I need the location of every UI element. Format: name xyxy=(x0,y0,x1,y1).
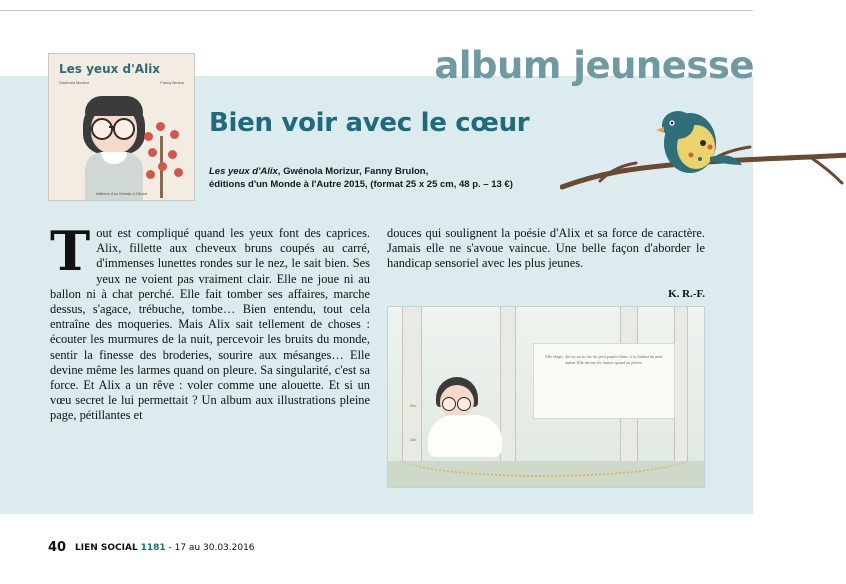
illustration-girl-glasses-left-icon xyxy=(442,397,456,411)
magazine-name: LIEN SOCIAL xyxy=(75,543,138,553)
bird-branch-illustration xyxy=(560,95,846,220)
article-left-text: out est compliqué quand les yeux font des caprices. Alix, fillette aux cheveux bruns coupés au carré, d'immenses lunettes rondes sur le nez, le sait bien. Ses yeux ne voient pas vraiment clair. Elle ne joue ni au ballon ni à chat perché. Elle fait tomber ses affaires, marche dessus, s'agace, trébuche, tombe… Bien entendu, tout cela entraîne des moqueries. Mais Alix sait tellement de choses : écouter les murmures de la nuit, percevoir les bruits du monde, sentir la finesse des broderies, sourire aux mésanges… Elle devine même les larmes quand on pleure. Sa singularité, c'est sa force. Et Alix a un rêve : voler comme une alouette. Et si un vœu secret le lui permettait ? Un album aux illustrations pleine page, pétillantes et xyxy=(50,226,370,423)
credits-authors: , Gwénola Morizur, Fanny Brulon, xyxy=(277,166,429,177)
cover-title: Les yeux d'Alix xyxy=(59,62,161,76)
cover-author-right: Fanny Brulon xyxy=(160,80,184,85)
article-right-column xyxy=(387,226,705,272)
section-rubric: album jeunesse xyxy=(434,44,754,87)
right-gutter xyxy=(753,0,846,584)
article-dropcap: T xyxy=(50,219,91,283)
cover-girl-bangs-icon xyxy=(85,96,143,116)
article-right-text: douces qui soulignent la poésie d'Alix et sa force de caractère. Jamais elle ne s'avoue vaincue. Une belle façon d'aborder le handicap sensoriel avec les plus jeunes. xyxy=(387,226,705,271)
cover-girl-glasses-right-icon xyxy=(113,118,135,140)
article-signature: K. R.-F. xyxy=(668,288,705,300)
bird-icon xyxy=(560,95,846,220)
cover-tree-icon xyxy=(140,110,188,200)
cover-publisher: éditions d'un Monde à l'Autre xyxy=(95,191,148,196)
cover-girl-glasses-left-icon xyxy=(91,118,113,140)
cover-girl-glasses-bridge-icon xyxy=(109,126,115,128)
book-cover xyxy=(48,53,195,201)
article-left-column xyxy=(50,219,370,424)
cover-author-left: Gwénola Morizur xyxy=(59,80,90,85)
footer-line xyxy=(75,543,255,553)
top-rule xyxy=(0,10,846,11)
illustration-girl-glasses-right-icon xyxy=(457,397,471,411)
article-headline: Bien voir avec le cœur xyxy=(209,108,530,138)
illustration-tag-left: Alix xyxy=(410,403,417,408)
credits-work-title: Les yeux d'Alix xyxy=(209,166,278,177)
inner-illustration xyxy=(387,306,705,488)
issue-number: 1181 xyxy=(140,543,166,553)
illustration-hammock-icon xyxy=(396,435,692,477)
illustration-note-text: Elle réagit, dit-on, au tic-tac du petit papier blanc, à la chaleur du petit matin. Elle devine les larmes quand on pleure. xyxy=(545,354,663,365)
page-number: 40 xyxy=(48,540,67,555)
illustration-note xyxy=(533,343,675,419)
book-credits xyxy=(209,165,539,191)
credits-details: éditions d'un Monde à l'Autre 2015, (format 25 x 25 cm, 48 p. – 13 €) xyxy=(209,179,513,190)
illustration-tag-right: Alix xyxy=(410,437,417,442)
issue-date: - 17 au 30.03.2016 xyxy=(168,543,255,553)
